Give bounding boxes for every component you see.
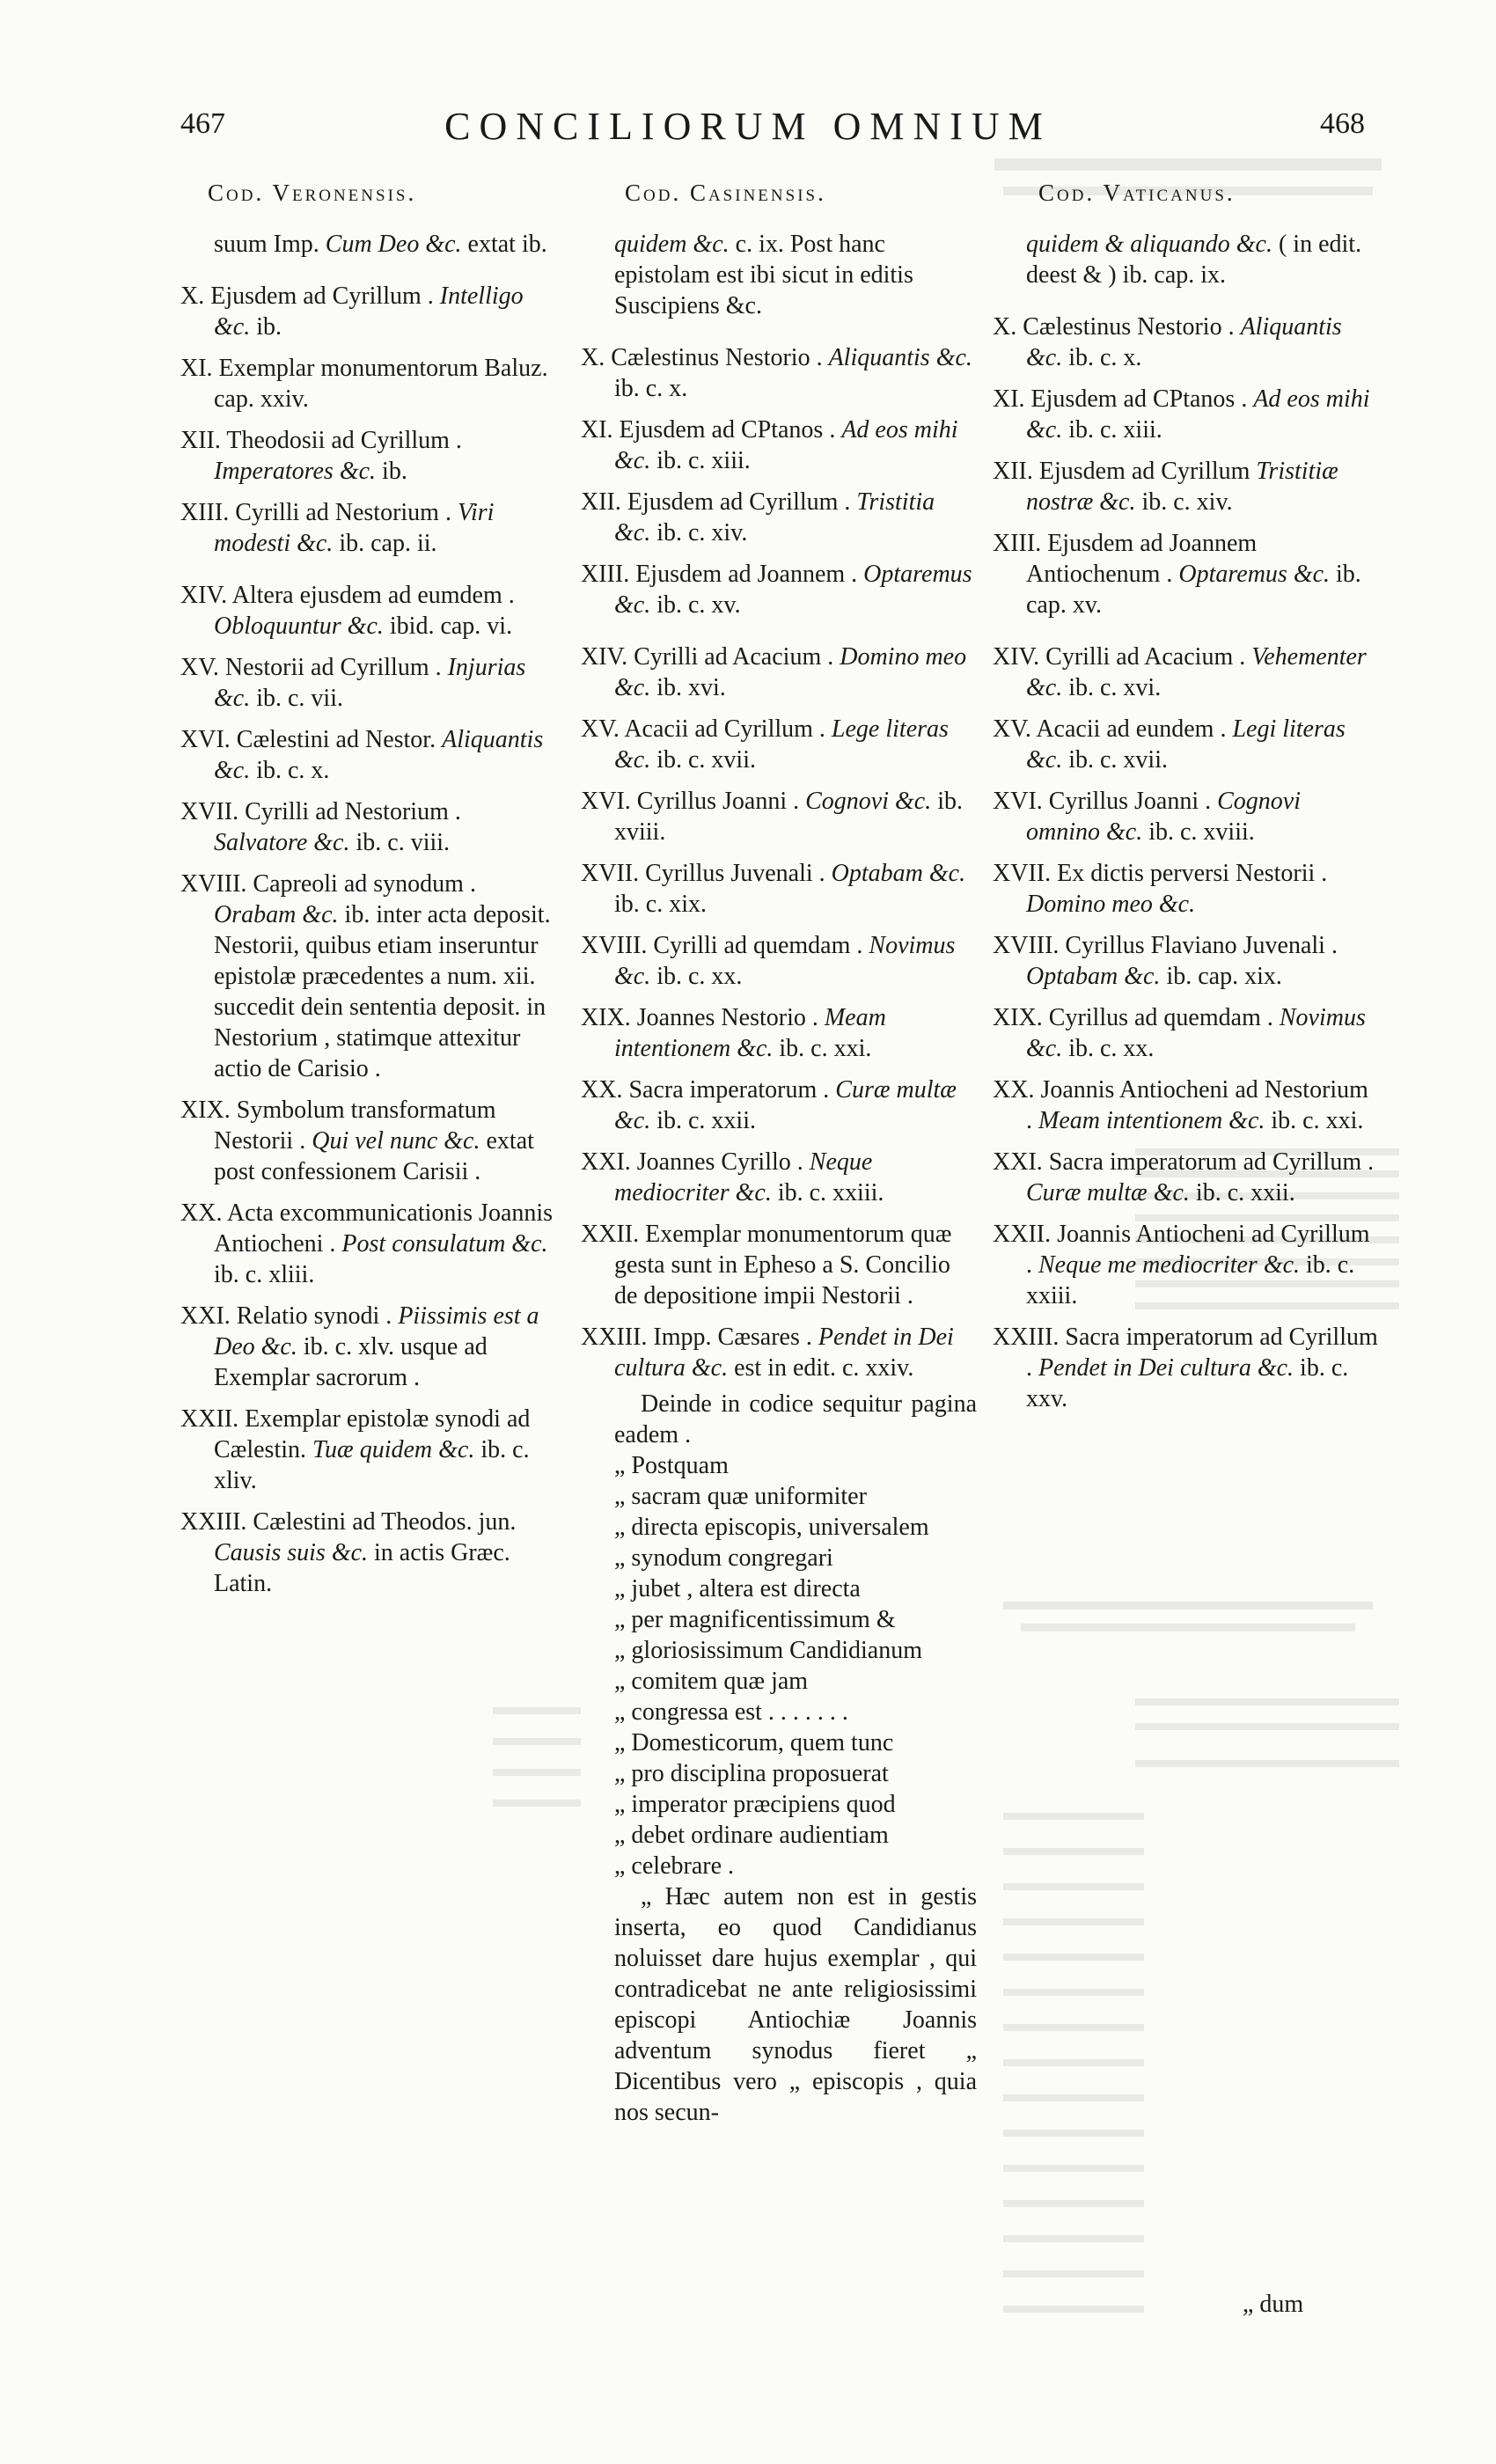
catalogue-entry xyxy=(180,869,557,1084)
entry-reference: ib. c. x. xyxy=(256,757,330,784)
entry-reference: ib. c. xiv. xyxy=(656,519,748,546)
catalogue-entry xyxy=(180,724,557,786)
column-heading-veronensis: Cod. Veronensis. xyxy=(208,180,417,206)
catalogue-entry xyxy=(993,312,1380,373)
entry-incipit: Post consulatum &c. xyxy=(341,1230,548,1258)
entry-title: Cælestinus Nestorio . xyxy=(1023,313,1235,341)
entry-title: Ejusdem ad Cyrillum xyxy=(1038,458,1250,485)
entry-number: XVI. xyxy=(180,726,231,753)
entry-reference: ib. c. xiv. xyxy=(1141,488,1233,516)
quoted-line: „ imperator præcipiens quod xyxy=(614,1791,896,1818)
catalogue-entry xyxy=(180,497,557,559)
entry-number: XIX. xyxy=(581,1004,631,1031)
entry-number: XV. xyxy=(581,715,620,743)
entry-number: XXIII. xyxy=(993,1324,1060,1351)
column-heading-casinensis: Cod. Casinensis. xyxy=(625,180,826,206)
entry-title: Symbolum transformatum Nestorii . xyxy=(214,1096,496,1155)
entry-reference: ib. c. xix. xyxy=(614,891,707,918)
entry-number: XVIII. xyxy=(581,932,648,959)
entry-incipit: Piissimis est a Deo &c. xyxy=(214,1302,539,1360)
entry-title: Ejusdem ad CPtanos . xyxy=(1030,385,1248,413)
entry-number: XXIII. xyxy=(581,1324,648,1351)
catalogue-entry xyxy=(581,487,977,548)
quoted-line: „ celebrare . xyxy=(614,1852,734,1880)
quoted-line: „ congressa est . . . . . . . xyxy=(614,1698,848,1726)
entry-reference: ib. c. xiii. xyxy=(1068,416,1162,444)
entry-number: XX. xyxy=(993,1076,1035,1104)
entry-title: Cyrilli ad Acacium . xyxy=(634,643,834,671)
entry-number: XII. xyxy=(581,488,621,516)
catalogue-entry xyxy=(993,1147,1380,1208)
entry-number: XXII. xyxy=(581,1221,640,1248)
entry-number: XXI. xyxy=(180,1302,231,1330)
entry-number: XVII. xyxy=(180,798,239,825)
entry-reference: ib. c. xxi. xyxy=(779,1035,872,1062)
lead-plain: suum Imp. xyxy=(214,231,319,258)
catalogue-entry xyxy=(180,796,557,858)
entry-reference: ib. c. vii. xyxy=(256,685,343,712)
catalogue-entry xyxy=(581,930,977,992)
entry-incipit: Imperatores &c. xyxy=(214,458,377,485)
entry-incipit: Novimus &c. xyxy=(1026,1004,1366,1062)
entry-reference: ib. c. xliii. xyxy=(214,1261,315,1288)
entry-title: Exemplar monumentorum Baluz. cap. xxiv. xyxy=(214,355,548,413)
catalogue-entry xyxy=(581,1002,977,1064)
lead-incipit: quidem & aliquando &c. xyxy=(1026,231,1272,258)
entry-title: Cælestini ad Theodos. jun. xyxy=(253,1508,517,1536)
entry-reference: ib. c. xxiii. xyxy=(777,1179,884,1206)
entry-number: XIV. xyxy=(581,643,628,671)
entry-title: Impp. Cæsares . xyxy=(653,1324,812,1351)
entry-number: XII. xyxy=(993,458,1033,485)
catalogue-entry xyxy=(581,714,977,775)
entry-title: Joannis Antiocheni ad Cyrillum . xyxy=(1026,1221,1370,1279)
page-number-right: 468 xyxy=(1320,107,1365,140)
entry-incipit: Viri modesti &c. xyxy=(214,499,495,557)
entry-incipit: Vehementer &c. xyxy=(1026,643,1367,701)
entry-reference: ib. cap. ii. xyxy=(339,530,437,557)
catalogue-entry xyxy=(180,353,557,414)
entry-title: Ex dictis perversi Nestorii . xyxy=(1057,860,1328,887)
entry-reference: in actis Græc. Latin. xyxy=(214,1539,510,1597)
lead-tail: extat ib. xyxy=(467,231,547,258)
entry-number: XVII. xyxy=(581,860,640,887)
entry-reference: ib. c. xx. xyxy=(656,963,743,990)
entry-number: XXII. xyxy=(180,1405,239,1433)
entry-reference: extat post confessionem Carisii . xyxy=(214,1127,534,1185)
entry-reference: ib. c. viii. xyxy=(356,829,451,856)
entry-title: Cyrilli ad Acacium . xyxy=(1045,643,1246,671)
quoted-line: „ synodum congregari xyxy=(614,1544,833,1572)
entry-incipit: Optabam &c. xyxy=(1026,963,1161,990)
catalogue-entry xyxy=(993,384,1380,445)
entry-reference: ib. xyxy=(382,458,407,485)
entry-incipit: Cognovi omnino &c. xyxy=(1026,788,1301,846)
catalogue-entry xyxy=(180,652,557,714)
catalogue-entry xyxy=(180,1507,557,1599)
catalogue-entry xyxy=(180,1301,557,1393)
entry-title: Exemplar epistolæ synodi ad Cælestin. xyxy=(214,1405,531,1463)
entry-title: Cyrilli ad quemdam . xyxy=(653,932,863,959)
column-casinensis xyxy=(581,229,977,2128)
entry-incipit: Aliquantis &c. xyxy=(828,344,972,371)
catalogue-entry xyxy=(993,528,1380,620)
entry-number: XIX. xyxy=(180,1096,231,1124)
catalogue-entry xyxy=(581,1074,977,1136)
column-vaticanus xyxy=(993,229,1380,1425)
page-title: CONCILIORUM OMNIUM xyxy=(444,105,1052,148)
entry-incipit: Domino meo &c. xyxy=(614,643,967,701)
entry-number: XXII. xyxy=(993,1221,1052,1248)
entry-reference: ib. cap. xv. xyxy=(1026,561,1361,619)
entry-title: Capreoli ad synodum . xyxy=(253,870,476,898)
entry-reference: ib. c. xvii. xyxy=(656,746,756,774)
catalogue-entry xyxy=(993,1219,1380,1311)
entry-title: Cyrillus Juvenali . xyxy=(645,860,825,887)
quoted-line: „ Domesticorum, quem tunc xyxy=(614,1729,894,1756)
entry-reference: ib. c. xvii. xyxy=(1068,746,1168,774)
entry-reference: ib. c. xxi. xyxy=(1271,1107,1364,1134)
entry-incipit: Ad eos mihi &c. xyxy=(1026,385,1370,444)
quoted-line: „ comitem quæ jam xyxy=(614,1668,809,1695)
quoted-line: „ Postquam xyxy=(614,1452,729,1479)
entry-reference: ib. c. xviii. xyxy=(1148,818,1255,846)
entry-title: Acacii ad eundem . xyxy=(1036,715,1227,743)
entry-title: Nestorii ad Cyrillum . xyxy=(224,654,442,681)
entry-title: Cyrilli ad Nestorium . xyxy=(235,499,451,526)
catalogue-entry xyxy=(993,786,1380,847)
entry-title: Sacra imperatorum ad Cyrillum . xyxy=(1048,1148,1375,1176)
entry-reference: est in edit. c. xxiv. xyxy=(734,1354,914,1382)
entry-reference: ib. cap. xix. xyxy=(1166,963,1282,990)
entry-reference: ib. c. xxiii. xyxy=(1026,1251,1355,1309)
entry-reference: ib. c. xxv. xyxy=(1026,1354,1349,1412)
entry-title: Altera ejusdem ad eumdem . xyxy=(231,582,515,609)
entry-incipit: Lege literas &c. xyxy=(614,715,949,774)
entry-title: Sacra imperatorum . xyxy=(628,1076,830,1104)
page-header xyxy=(0,104,1496,157)
entry-incipit: Curæ multæ &c. xyxy=(614,1076,957,1134)
catalogue-entry xyxy=(993,858,1380,920)
entry-incipit: Aliquantis &c. xyxy=(214,726,544,784)
entry-incipit: Cognovi &c. xyxy=(805,788,932,815)
quoted-line: „ sacram quæ uniformiter xyxy=(614,1483,867,1510)
codex-note-continuation: „ Hæc autem non est in gestis inserta, eo quod Candidianus noluisset dare hujus exemplar , qui contradicebat ne ante religiosissimi episcopi Antiochiæ Joannis adventum synodus fieret „ Dicentibus vero „ episcopis , quia nos secun- xyxy=(614,1883,977,2126)
entry-incipit: Pendet in Dei cultura &c. xyxy=(614,1324,954,1382)
entry-title: Exemplar monumentorum quæ gesta sunt in Epheso a S. Concilio de depositione impii Nestorii . xyxy=(614,1221,952,1309)
entry-title: Ejusdem ad Cyrillum . xyxy=(627,488,851,516)
entry-number: XIII. xyxy=(581,561,630,588)
entry-number: XII. xyxy=(180,427,221,454)
entry-title: Joannes Nestorio . xyxy=(636,1004,818,1031)
lead-incipit: quidem &c. xyxy=(614,231,730,258)
catalogue-entry xyxy=(581,1322,977,1383)
entry-incipit: Injurias &c. xyxy=(214,654,526,712)
codex-note xyxy=(581,1389,977,2128)
entry-incipit: Tuæ quidem &c. xyxy=(312,1436,475,1463)
entry-reference: ib. c. xxii. xyxy=(656,1107,756,1134)
lead-text xyxy=(180,229,557,260)
entry-reference: ib. inter acta deposit. Nestorii, quibus etiam inseruntur epistolæ præcedentes a num. xii. succedit dein sententia deposit. in Nestorium , statimque attexitur actio de Carisio . xyxy=(214,901,551,1082)
catchword: „ dum xyxy=(1243,2291,1304,2318)
catalogue-entry xyxy=(581,786,977,847)
entry-title: Ejusdem ad CPtanos . xyxy=(619,416,836,444)
catalogue-entry xyxy=(993,1074,1380,1136)
entry-title: Cyrillus ad quemdam . xyxy=(1048,1004,1273,1031)
entry-title: Joannes Cyrillo . xyxy=(636,1148,803,1176)
catalogue-entry xyxy=(993,714,1380,775)
entry-reference: ib. c. xlv. usque ad Exemplar sacrorum . xyxy=(214,1333,488,1391)
catalogue-entry xyxy=(993,642,1380,703)
catalogue-entry xyxy=(993,930,1380,992)
quoted-line: „ directa episcopis, universalem xyxy=(614,1514,929,1541)
column-heading-vaticanus: Cod. Vaticanus. xyxy=(1038,180,1236,206)
entry-number: XX. xyxy=(581,1076,623,1104)
catalogue-entry xyxy=(581,642,977,703)
entry-number: XX. xyxy=(180,1199,223,1227)
entry-incipit: Aliquantis &c. xyxy=(1026,313,1342,371)
catalogue-entry xyxy=(581,414,977,476)
entry-incipit: Curæ multæ &c. xyxy=(1026,1179,1190,1206)
entry-title: Ejusdem ad Cyrillum . xyxy=(210,282,434,310)
catalogue-entry xyxy=(180,281,557,342)
entry-reference: ib. xyxy=(256,313,282,341)
quoted-line: „ jubet , altera est directa xyxy=(614,1575,861,1602)
entry-incipit: Tristitia &c. xyxy=(614,488,935,546)
entry-number: XI. xyxy=(180,355,213,382)
entry-number: XVII. xyxy=(993,860,1052,887)
entry-number: XIV. xyxy=(993,643,1040,671)
catalogue-entry xyxy=(581,1219,977,1311)
entry-reference: ib. xvi. xyxy=(656,674,726,701)
codex-note-intro: Deinde in codice sequitur pagina eadem . xyxy=(614,1390,977,1448)
entry-number: XIII. xyxy=(180,499,230,526)
entry-incipit: Legi literas &c. xyxy=(1026,715,1346,774)
entry-number: XVI. xyxy=(993,788,1043,815)
entry-incipit: Salvatore &c. xyxy=(214,829,350,856)
entry-incipit: Causis suis &c. xyxy=(214,1539,369,1566)
entry-title: Acta excommunicationis Joannis Antiocheni . xyxy=(214,1199,554,1258)
catalogue-entry xyxy=(993,456,1380,517)
entry-incipit: Obloquuntur &c. xyxy=(214,612,384,640)
catalogue-entry xyxy=(180,580,557,642)
entry-incipit: Ad eos mihi &c. xyxy=(614,416,958,474)
entry-title: Cælestinus Nestorio . xyxy=(611,344,823,371)
entry-number: X. xyxy=(180,282,205,310)
entry-number: XXI. xyxy=(993,1148,1043,1176)
entry-number: XV. xyxy=(180,654,219,681)
entry-reference: ib. c. x. xyxy=(1068,344,1142,371)
entry-reference: ibid. cap. vi. xyxy=(389,612,513,640)
entry-number: XI. xyxy=(581,416,613,444)
entry-title: Sacra imperatorum ad Cyrillum . xyxy=(1026,1324,1378,1382)
entry-incipit: Meam intentionem &c. xyxy=(1038,1107,1265,1134)
quoted-line: „ gloriosissimum Candidianum xyxy=(614,1637,922,1664)
entry-number: XVIII. xyxy=(180,870,247,898)
entry-number: XIV. xyxy=(180,582,228,609)
lead-text xyxy=(993,229,1380,290)
quoted-line: „ debet ordinare audientiam xyxy=(614,1822,889,1849)
entry-title: Cyrillus Joanni . xyxy=(1048,788,1212,815)
entry-reference: ib. c. xxii. xyxy=(1195,1179,1295,1206)
entry-title: Cyrillus Joanni . xyxy=(636,788,800,815)
entry-incipit: Neque mediocriter &c. xyxy=(614,1148,873,1206)
entry-number: XVI. xyxy=(581,788,631,815)
entry-number: XVIII. xyxy=(993,932,1060,959)
entry-reference: ib. c. x. xyxy=(614,375,688,402)
catalogue-entry xyxy=(993,1322,1380,1414)
lead-incipit: Cum Deo &c. xyxy=(325,231,462,258)
entry-incipit: Optabam &c. xyxy=(831,860,966,887)
entry-incipit: Domino meo &c. xyxy=(1026,891,1196,918)
entry-reference: ib. c. xx. xyxy=(1068,1035,1155,1062)
entry-incipit: Pendet in Dei cultura &c. xyxy=(1038,1354,1294,1382)
quoted-line: „ per magnificentissimum & xyxy=(614,1606,896,1633)
lead-tail: c. ix. Post hanc epistolam est ibi sicut in editis Suscipiens &c. xyxy=(614,231,913,319)
catalogue-entry xyxy=(180,1095,557,1187)
entry-number: X. xyxy=(581,344,605,371)
entry-title: Cælestini ad Nestor. xyxy=(236,726,436,753)
entry-incipit: Optaremus &c. xyxy=(614,561,972,619)
catalogue-entry xyxy=(581,342,977,404)
entry-reference: ib. c. xliv. xyxy=(214,1436,530,1494)
entry-number: XXIII. xyxy=(180,1508,247,1536)
entry-number: XXI. xyxy=(581,1148,631,1176)
entry-title: Ejusdem ad Joannem Antiochenum . xyxy=(1026,530,1258,588)
entry-title: Ejusdem ad Joannem . xyxy=(635,561,858,588)
column-veronensis xyxy=(180,229,557,1610)
entry-reference: ib. c. xvi. xyxy=(1068,674,1162,701)
entry-title: Acacii ad Cyrillum . xyxy=(624,715,825,743)
catalogue-entry xyxy=(581,1147,977,1208)
entry-number: XIX. xyxy=(993,1004,1043,1031)
entry-number: XV. xyxy=(993,715,1031,743)
entry-incipit: Intelligo &c. xyxy=(214,282,524,341)
entry-number: XIII. xyxy=(993,530,1042,557)
entry-incipit: Orabam &c. xyxy=(214,901,339,928)
catalogue-entry xyxy=(180,1404,557,1496)
entry-title: Cyrilli ad Nestorium . xyxy=(245,798,461,825)
catalogue-entry xyxy=(581,559,977,620)
entry-reference: ib. c. xiii. xyxy=(656,447,751,474)
catalogue-entry xyxy=(180,425,557,487)
entry-number: X. xyxy=(993,313,1017,341)
entry-incipit: Qui vel nunc &c. xyxy=(312,1127,480,1155)
catalogue-entry xyxy=(180,1198,557,1290)
entry-incipit: Neque me mediocriter &c. xyxy=(1038,1251,1301,1279)
entry-incipit: Novimus &c. xyxy=(614,932,956,990)
entry-title: Joannis Antiocheni ad Nestorium . xyxy=(1026,1076,1368,1134)
entry-incipit: Optaremus &c. xyxy=(1178,561,1331,588)
lead-text xyxy=(581,229,977,321)
entry-reference: ib. xviii. xyxy=(614,788,963,846)
entry-title: Relatio synodi . xyxy=(236,1302,392,1330)
lead-tail: ( in edit. deest & ) ib. cap. ix. xyxy=(1026,231,1362,289)
entry-title: Theodosii ad Cyrillum . xyxy=(226,427,462,454)
entry-title: Cyrillus Flaviano Juvenali . xyxy=(1065,932,1338,959)
entry-incipit: Tristitiæ nostræ &c. xyxy=(1026,458,1338,516)
entry-number: XI. xyxy=(993,385,1025,413)
entry-incipit: Meam intentionem &c. xyxy=(614,1004,886,1062)
catalogue-entry xyxy=(993,1002,1380,1064)
catalogue-entry xyxy=(581,858,977,920)
entry-reference: ib. c. xv. xyxy=(656,591,741,619)
quoted-line: „ pro disciplina proposuerat xyxy=(614,1760,889,1787)
page-number-left: 467 xyxy=(180,107,225,140)
